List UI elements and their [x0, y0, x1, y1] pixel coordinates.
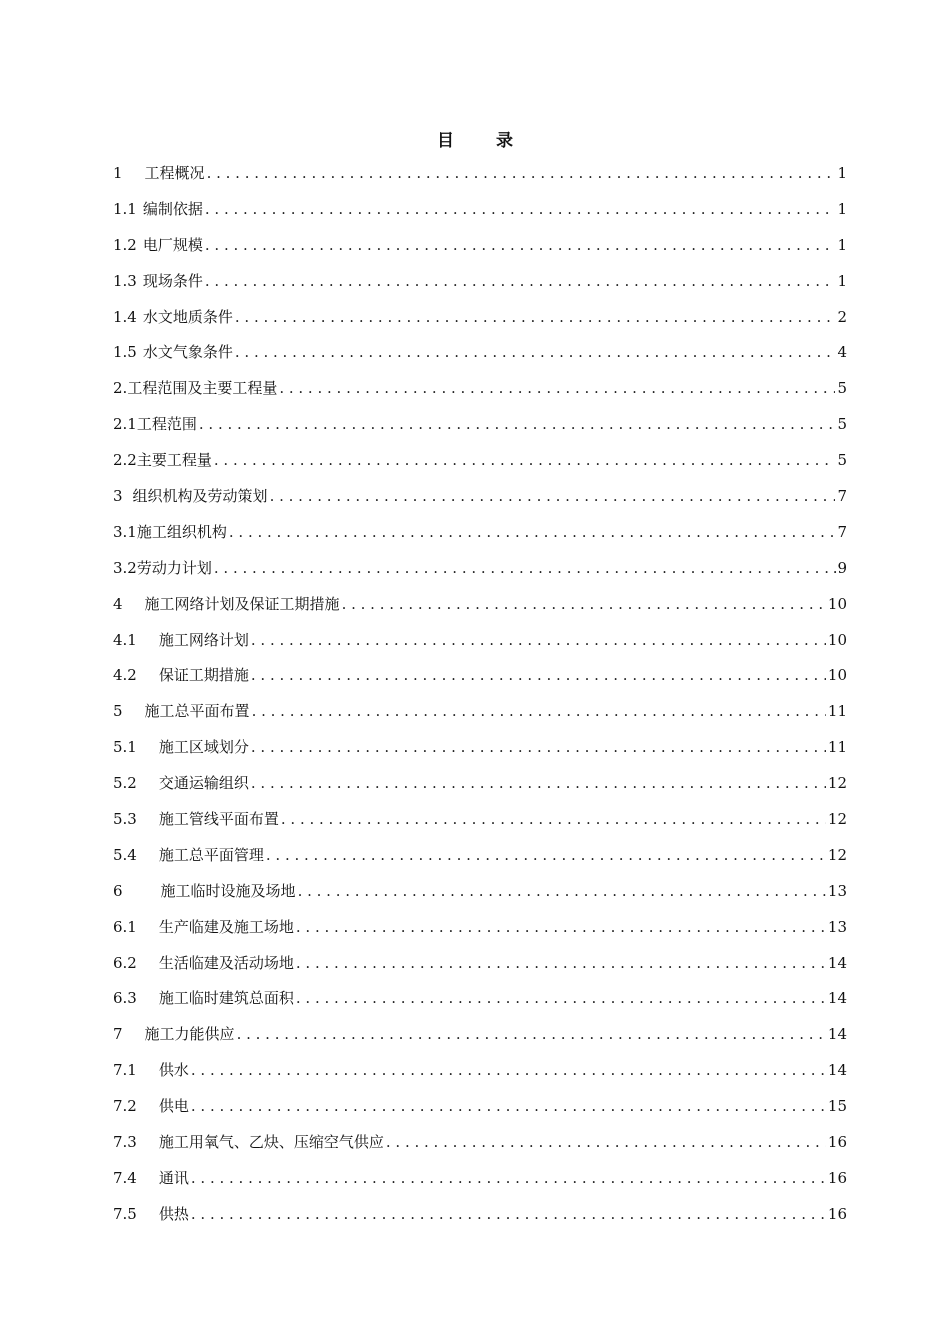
toc-entry[interactable]	[113, 443, 847, 479]
toc-entry[interactable]	[113, 515, 847, 551]
toc-entry-title: 施工组织机构	[136, 522, 227, 541]
toc-entry-title: 电厂规模	[142, 235, 203, 254]
toc-dot-leader	[191, 1161, 826, 1197]
toc-entry-number: 4	[113, 594, 123, 613]
toc-entry[interactable]	[113, 407, 847, 443]
toc-entry-title: 施工总平面管理	[158, 845, 264, 864]
toc-entry[interactable]	[113, 192, 847, 228]
toc-dot-leader	[214, 551, 831, 587]
toc-entry-number: 1.1	[113, 199, 137, 218]
toc-entry[interactable]	[113, 910, 847, 946]
toc-dot-leader	[251, 658, 826, 694]
toc-entry[interactable]	[113, 1161, 847, 1197]
toc-entry[interactable]	[113, 694, 847, 730]
toc-entry-page: 15	[827, 1097, 847, 1116]
toc-entry-number: 1	[113, 164, 123, 182]
toc-entry[interactable]	[113, 946, 847, 982]
toc-entry[interactable]	[113, 623, 847, 659]
toc-entry-number: 5	[113, 702, 123, 721]
toc-entry-page: 10	[827, 666, 847, 685]
toc-dot-leader	[205, 192, 836, 228]
toc-entry-number: 7.2	[113, 1097, 137, 1116]
toc-entry-page: 5	[837, 451, 847, 470]
toc-entry-number: 1.5	[113, 343, 137, 362]
toc-entry-title: 组织机构及劳动策划	[132, 487, 268, 506]
toc-dot-leader	[296, 981, 826, 1017]
toc-entry-page: 14	[827, 1061, 847, 1080]
toc-entry[interactable]	[113, 551, 847, 587]
toc-entry-page: 11	[827, 702, 847, 721]
toc-entry-title: 工程范围	[136, 415, 197, 434]
toc-entry-page: 16	[827, 1133, 847, 1152]
toc-entry[interactable]	[113, 874, 847, 910]
toc-entry-page: 1	[837, 235, 847, 254]
toc-entry-page: 14	[827, 1025, 847, 1044]
toc-entry[interactable]	[113, 981, 847, 1017]
toc-entry[interactable]	[113, 479, 847, 515]
toc-entry-title: 工程范围及主要工程量	[127, 379, 278, 398]
toc-entry-title: 生产临建及施工场地	[158, 917, 294, 936]
toc-entry-title: 交通运输组织	[158, 774, 249, 793]
toc-entry-number: 6.3	[113, 989, 137, 1008]
toc-entry-page: 13	[827, 881, 847, 900]
toc-entry-title: 供热	[158, 1204, 189, 1223]
toc-entry-page: 16	[827, 1204, 847, 1223]
toc-dot-leader	[342, 587, 826, 623]
toc-dot-leader	[266, 838, 826, 874]
toc-entry-page: 12	[827, 810, 847, 829]
toc-entry[interactable]	[113, 1089, 847, 1125]
toc-entry-number: 5.4	[113, 845, 137, 864]
toc-entry-page: 1	[837, 164, 847, 182]
toc-entry[interactable]	[113, 658, 847, 694]
toc-entry-page: 5	[837, 379, 847, 398]
toc-dot-leader	[191, 1089, 826, 1125]
toc-entry-title: 施工网络计划及保证工期措施	[144, 594, 340, 613]
toc-entry-title: 水文气象条件	[142, 343, 233, 362]
toc-entry-number: 6.1	[113, 917, 137, 936]
toc-entry-page: .9	[832, 558, 847, 577]
toc-dot-leader	[386, 1125, 826, 1161]
toc-entry[interactable]	[113, 1017, 847, 1053]
toc-dot-leader	[251, 623, 826, 659]
toc-entry[interactable]	[113, 264, 847, 300]
toc-dot-leader	[281, 802, 826, 838]
toc-entry-title: 劳动力计划	[136, 558, 212, 577]
toc-entry-title: 供电	[158, 1097, 189, 1116]
toc-entry-page: 16	[827, 1168, 847, 1187]
toc-entry-number: 5.1	[113, 738, 137, 757]
toc-entry[interactable]	[113, 228, 847, 264]
toc-entry-number: 5.2	[113, 774, 137, 793]
toc-entry-page: 10	[827, 594, 847, 613]
table-of-contents	[113, 156, 847, 1233]
toc-entry-title: 施工区域划分	[158, 738, 249, 757]
toc-entry-title: 保证工期措施	[158, 666, 249, 685]
toc-entry-page: 11	[827, 738, 847, 757]
toc-entry[interactable]	[113, 1125, 847, 1161]
toc-entry-title: 施工总平面布置	[144, 702, 250, 721]
toc-entry[interactable]	[113, 371, 847, 407]
toc-entry-title: 现场条件	[142, 271, 203, 290]
toc-entry-title: 施工管线平面布置	[158, 810, 279, 829]
toc-entry[interactable]	[113, 335, 847, 371]
toc-entry-number: 7.3	[113, 1133, 137, 1152]
toc-entry-number: 5.3	[113, 810, 137, 829]
toc-dot-leader	[229, 515, 836, 551]
toc-entry-number: 1.2	[113, 235, 137, 254]
toc-entry-number: 7.4	[113, 1168, 137, 1187]
toc-entry-number: 2.	[113, 379, 128, 398]
toc-entry-page: 14	[827, 989, 847, 1008]
toc-entry-title: 施工临时建筑总面积	[158, 989, 294, 1008]
toc-entry-title: 水文地质条件	[142, 307, 233, 326]
toc-title-left: 目	[437, 131, 454, 151]
toc-entry[interactable]	[113, 156, 847, 192]
toc-dot-leader	[205, 264, 836, 300]
toc-entry-page: 13	[827, 917, 847, 936]
toc-entry-number: 2.1	[113, 415, 137, 434]
toc-entry-title: 供水	[158, 1061, 189, 1080]
toc-entry-number: 7.5	[113, 1204, 137, 1223]
toc-entry-page: 12	[827, 845, 847, 864]
toc-entry-title: 生活临建及活动场地	[158, 953, 294, 972]
toc-entry[interactable]	[113, 300, 847, 336]
toc-entry-page: 10	[827, 630, 847, 649]
toc-dot-leader	[235, 335, 836, 371]
toc-entry-page: 12	[827, 774, 847, 793]
toc-entry[interactable]	[113, 730, 847, 766]
toc-entry[interactable]	[113, 1197, 847, 1233]
toc-dot-leader	[279, 371, 835, 407]
toc-entry-number: 4.2	[113, 666, 137, 685]
toc-entry-number: 6.2	[113, 953, 137, 972]
toc-entry-page: 2	[837, 307, 847, 326]
toc-title-right: 录	[496, 131, 513, 151]
toc-entry-number: 2.2	[113, 451, 137, 470]
toc-dot-leader	[296, 946, 826, 982]
toc-entry-number: 1.3	[113, 271, 137, 290]
toc-entry-title: 通讯	[158, 1168, 189, 1187]
toc-entry-page: 7	[837, 522, 847, 541]
toc-entry-title: 施工临时设施及场地	[160, 881, 296, 900]
toc-dot-leader	[191, 1053, 826, 1089]
toc-dot-leader	[252, 694, 826, 730]
toc-entry-page: 5	[837, 415, 847, 434]
toc-dot-leader	[296, 910, 826, 946]
toc-entry-title: 主要工程量	[136, 451, 212, 470]
toc-dot-leader	[191, 1197, 826, 1233]
toc-entry-number: 3.1	[113, 522, 137, 541]
toc-dot-leader	[205, 228, 836, 264]
toc-dot-leader	[298, 874, 826, 910]
toc-entry[interactable]	[113, 802, 847, 838]
toc-entry-number: 4.1	[113, 630, 137, 649]
toc-entry[interactable]	[113, 766, 847, 802]
toc-entry-number: 3	[113, 487, 123, 506]
toc-entry[interactable]	[113, 838, 847, 874]
toc-entry-page: 1	[837, 199, 847, 218]
toc-dot-leader	[199, 407, 836, 443]
toc-entry-page: 4	[837, 343, 847, 362]
toc-entry-number: 7	[113, 1025, 123, 1044]
toc-entry[interactable]	[113, 1053, 847, 1089]
toc-entry-number: 7.1	[113, 1061, 137, 1080]
toc-entry-number: 1.4	[113, 307, 137, 326]
toc-dot-leader	[235, 300, 836, 336]
toc-entry-page: 14	[827, 953, 847, 972]
toc-entry-number: 3.2	[113, 558, 137, 577]
toc-dot-leader	[214, 443, 836, 479]
toc-entry-page: 7	[837, 487, 847, 506]
toc-entry[interactable]	[113, 587, 847, 623]
toc-dot-leader	[251, 730, 826, 766]
toc-entry-title: 施工用氧气、乙炔、压缩空气供应	[158, 1133, 384, 1152]
toc-entry-title: 施工网络计划	[158, 630, 249, 649]
toc-entry-title: 施工力能供应	[144, 1025, 235, 1044]
toc-entry-page: 1	[837, 271, 847, 290]
toc-dot-leader	[270, 479, 836, 515]
toc-entry-title: 工程概况	[144, 164, 205, 182]
toc-entry-number: 6	[113, 881, 123, 900]
toc-title	[0, 126, 950, 151]
toc-entry-title: 编制依据	[142, 199, 203, 218]
toc-dot-leader	[207, 156, 836, 192]
toc-dot-leader	[251, 766, 826, 802]
toc-dot-leader	[237, 1017, 826, 1053]
